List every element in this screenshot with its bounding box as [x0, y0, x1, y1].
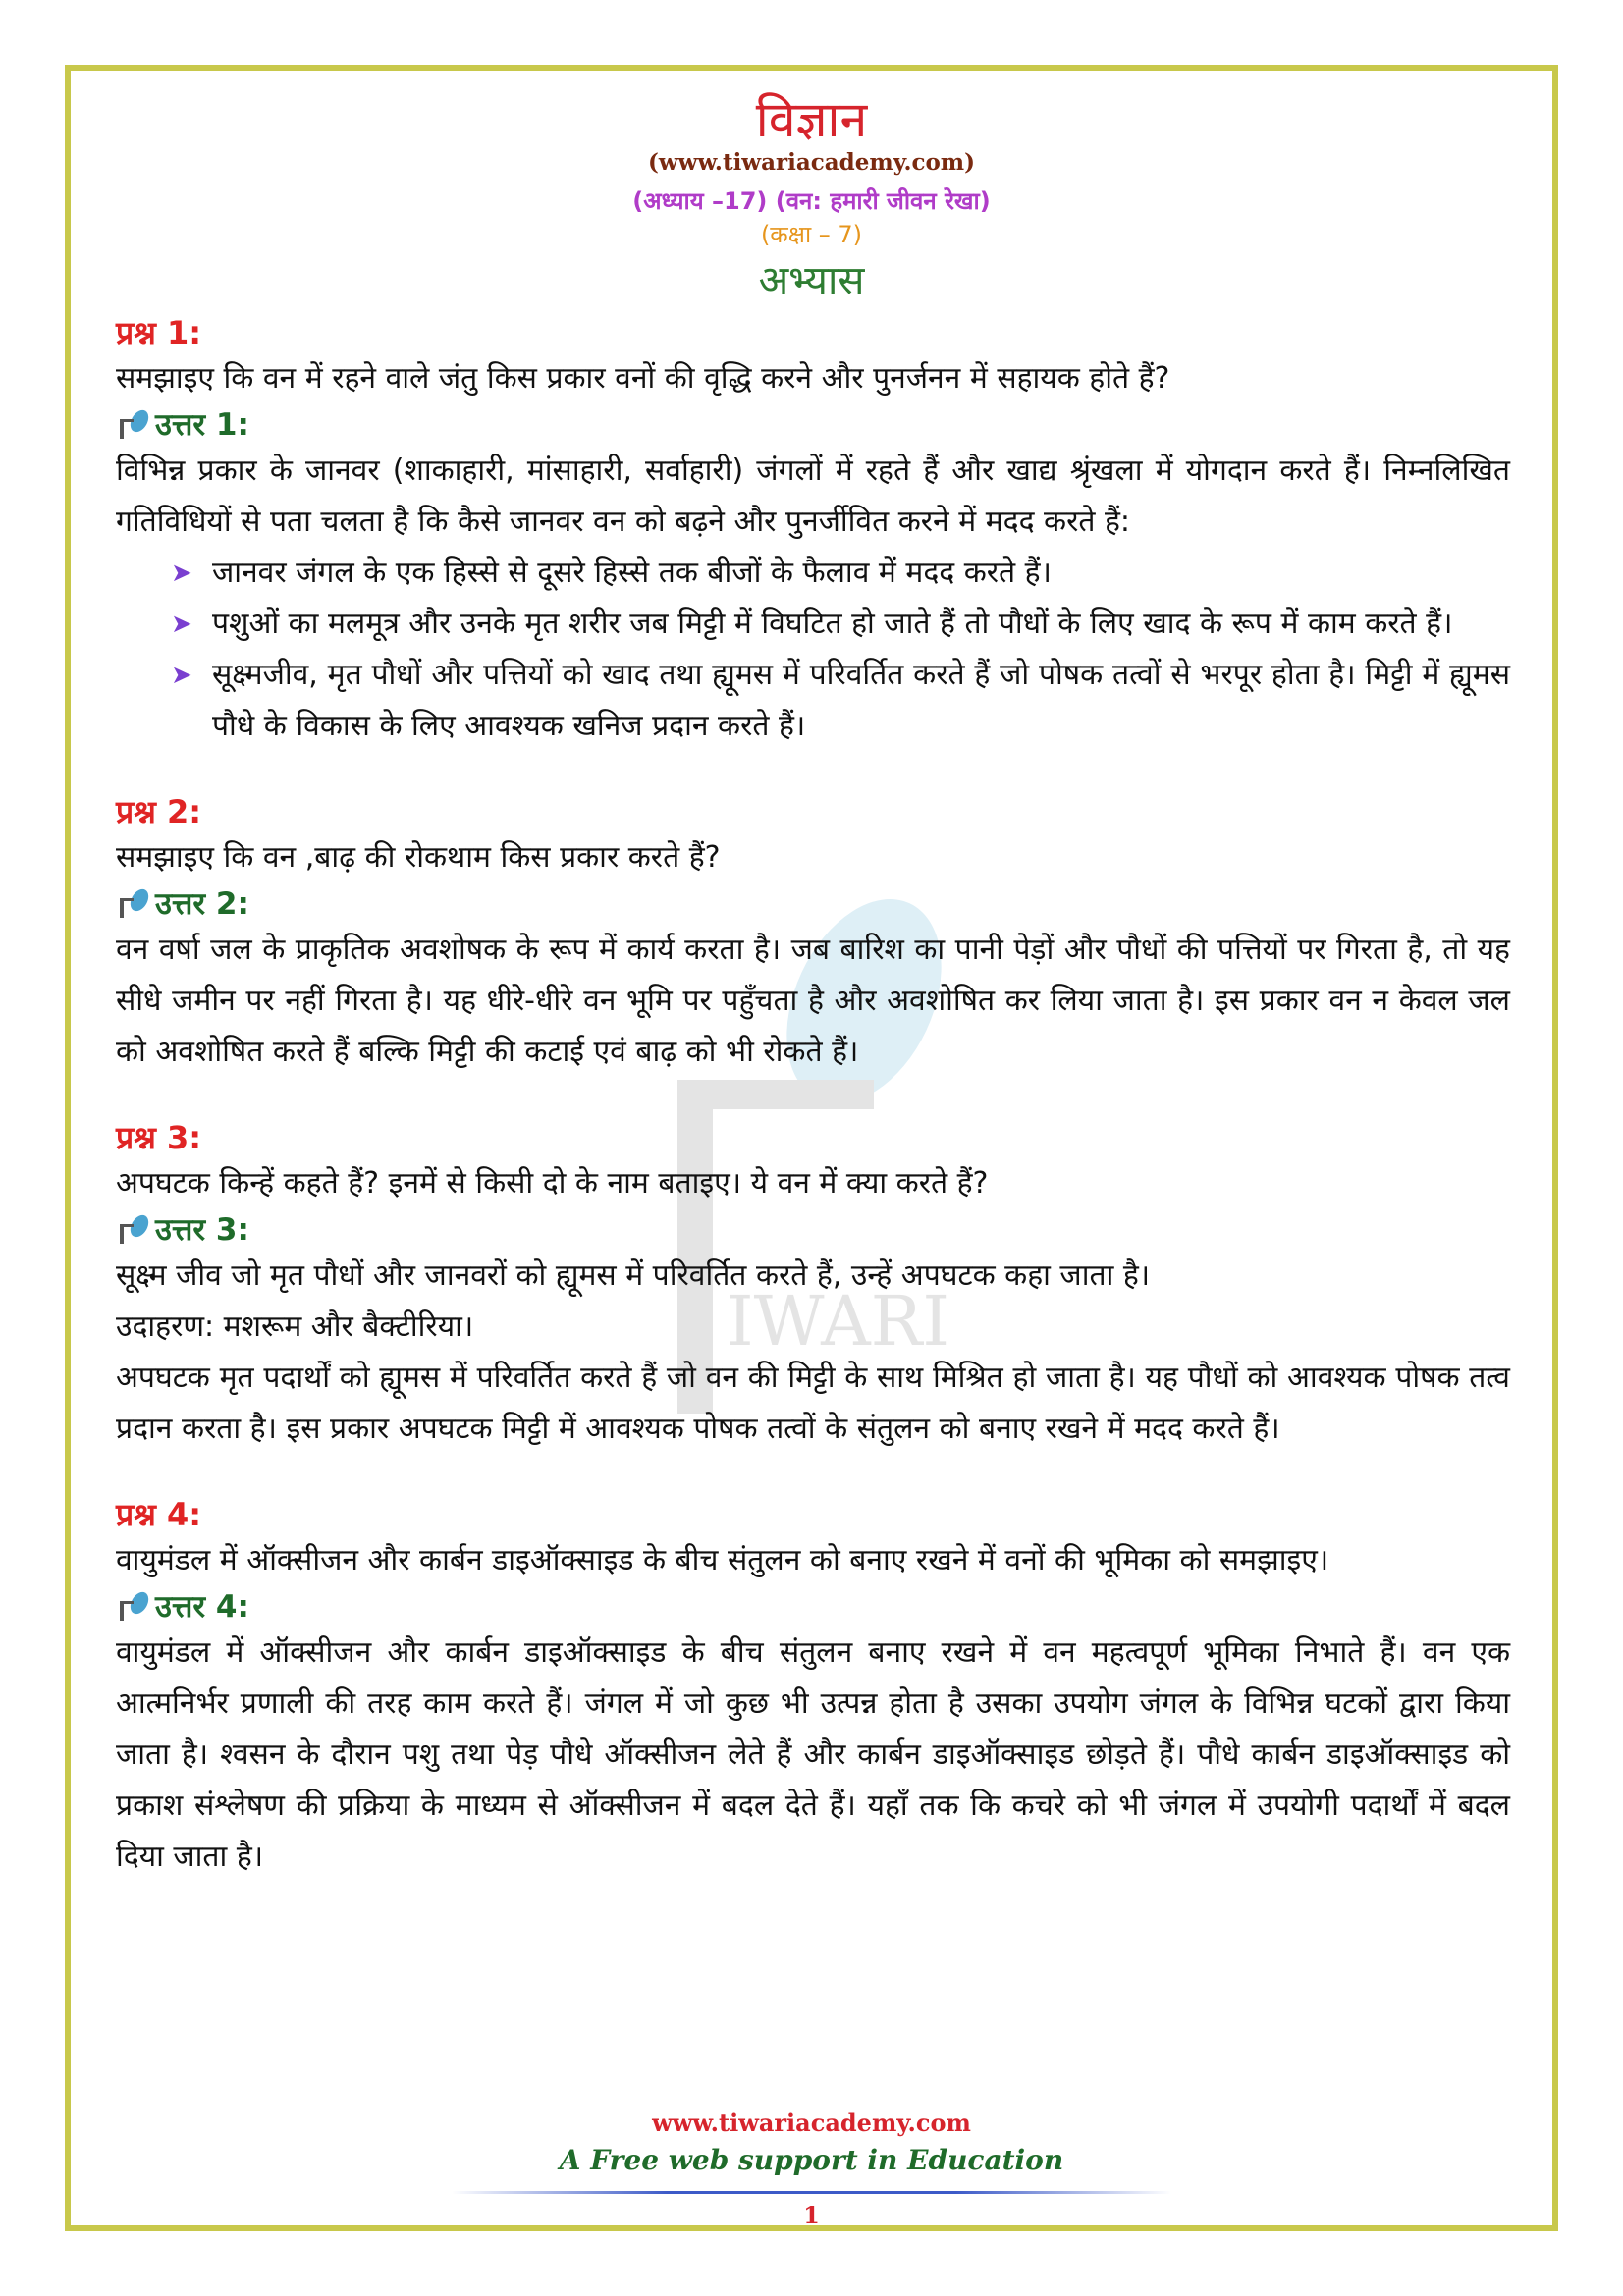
- arrow-bullet-icon: ➤: [171, 559, 192, 588]
- content: [116, 312, 1510, 1883]
- answer-text: सूक्ष्म जीव जो मृत पौधों और जानवरों को ह्यूमस में परिवर्तित करते हैं, उन्हें अपघटक कहा जाता है।: [116, 1258, 1151, 1293]
- answer-label: [116, 404, 1510, 446]
- footer-divider: [452, 2191, 1171, 2194]
- page-title: विज्ञान: [755, 91, 868, 148]
- question-label: प्रश्न 1:: [116, 314, 202, 351]
- arrow-bullet-icon: ➤: [171, 661, 192, 690]
- bullet-item: [171, 599, 1510, 650]
- page-number: 1: [803, 2201, 820, 2229]
- question-text: समझाइए कि वन ,बाढ़ की रोकथाम किस प्रकार करते हैं?: [116, 840, 721, 875]
- question-text: अपघटक किन्हें कहते हैं? इनमें से किसी दो के नाम बताइए। ये वन में क्या करते हैं?: [116, 1166, 989, 1201]
- answer-bullets: [116, 548, 1510, 752]
- answer-label-text: उत्तर 2:: [155, 886, 249, 922]
- tiwari-logo-icon: [116, 1591, 151, 1623]
- question-label: प्रश्न 2:: [116, 793, 202, 830]
- bullet-item: [171, 548, 1510, 599]
- answer-example: उदाहरण: मशरूम और बैक्टीरिया।: [116, 1309, 474, 1344]
- answer-text: विभिन्न प्रकार के जानवर (शाकाहारी, मांसाहारी, सर्वाहारी) जंगलों में रहते हैं और खाद्य श्रृंखला में योगदान करते हैं। निम्नलिखित गतिविधियों से पता चलता है कि कैसे जानवर वन को बढ़ने और पुनर्जीवित करने में मदद करते हैं:: [116, 454, 1510, 539]
- question-label: प्रश्न 4:: [116, 1496, 202, 1533]
- answer-label-text: उत्तर 4:: [155, 1589, 249, 1625]
- answer-text: वायुमंडल में ऑक्सीजन और कार्बन डाइऑक्साइड के बीच संतुलन बनाए रखने में वन महत्वपूर्ण भूमिका निभाते हैं। वन एक आत्मनिर्भर प्रणाली की तरह काम करते हैं। जंगल में जो कुछ भी उत्पन्न होता है उसका उपयोग जंगल के विभिन्न घटकों द्वारा किया जाता है। श्वसन के दौरान पशु तथा पेड़ पौधे ऑक्सीजन लेते हैं और कार्बन डाइऑक्साइड छोड़ते हैं। पौधे कार्बन डाइऑक्साइड को प्रकाश संश्लेषण की प्रक्रिया के माध्यम से ऑक्सीजन में बदल देते हैं। यहाँ तक कि कचरे को भी जंगल में उपयोगी पदार्थों में बदल दिया जाता है।: [116, 1635, 1510, 1874]
- bullet-text: पशुओं का मलमूत्र और उनके मृत शरीर जब मिट्टी में विघटित हो जाते हैं तो पौधों के लिए खाद के रूप में काम करते हैं।: [212, 607, 1453, 641]
- question-text: समझाइए कि वन में रहने वाले जंतु किस प्रकार वनों की वृद्धि करने और पुनर्जनन में सहायक होते हैं?: [116, 361, 1170, 396]
- question-label: प्रश्न 3:: [116, 1119, 202, 1156]
- answer-label: [116, 883, 1510, 925]
- answer-label: [116, 1209, 1510, 1251]
- bullet-text: सूक्ष्मजीव, मृत पौधों और पत्तियों को खाद तथा ह्यूमस में परिवर्तित करते हैं जो पोषक तत्वों से भरपूर होता है। मिट्टी में ह्यूमस पौधे के विकास के लिए आवश्यक खनिज प्रदान करते हैं।: [212, 658, 1510, 743]
- footer-tagline: A Free web support in Education: [559, 2144, 1064, 2176]
- chapter-heading: (अध्याय –17) (वन: हमारी जीवन रेखा): [632, 187, 991, 215]
- tiwari-logo-icon: [116, 888, 151, 920]
- section-heading: अभ्यास: [758, 258, 865, 303]
- watermark-text: IWARI: [727, 1281, 950, 1362]
- bullet-text: जानवर जंगल के एक हिस्से से दूसरे हिस्से तक बीजों के फैलाव में मदद करते हैं।: [212, 556, 1052, 590]
- answer-label-text: उत्तर 3:: [155, 1212, 249, 1248]
- answer-label: [116, 1586, 1510, 1628]
- bullet-item: [171, 650, 1510, 752]
- question-text: वायुमंडल में ऑक्सीजन और कार्बन डाइऑक्साइड के बीच संतुलन को बनाए रखने में वनों की भूमिका को समझाइए।: [116, 1543, 1329, 1577]
- answer-label-text: उत्तर 1:: [155, 407, 249, 443]
- tiwari-logo-icon: [116, 1214, 151, 1246]
- header-site: (www.tiwariacademy.com): [647, 149, 976, 176]
- class-label: (कक्षा – 7): [760, 221, 863, 248]
- tiwari-logo-icon: [116, 409, 151, 441]
- arrow-bullet-icon: ➤: [171, 610, 192, 639]
- answer-text: वन वर्षा जल के प्राकृतिक अवशोषक के रूप में कार्य करता है। जब बारिश का पानी पेड़ों और पौधों की पत्तियों पर गिरता है, तो यह सीधे जमीन पर नहीं गिरता है। यह धीरे-धीरे वन भूमि पर पहुँचता है और अवशोषित कर लिया जाता है। इस प्रकार वन न केवल जल को अवशोषित करते हैं बल्कि मिट्टी की कटाई एवं बाढ़ को भी रोकते हैं।: [116, 933, 1510, 1069]
- footer-site-link[interactable]: www.tiwariacademy.com: [652, 2109, 971, 2137]
- answer-text: अपघटक मृत पदार्थों को ह्यूमस में परिवर्तित करते हैं जो वन की मिट्टी के साथ मिश्रित हो जाता है। यह पौधों को आवश्यक पोषक तत्व प्रदान करता है। इस प्रकार अपघटक मिट्टी में आवश्यक पोषक तत्वों के संतुलन को बनाए रखने में मदद करते हैं।: [116, 1361, 1510, 1446]
